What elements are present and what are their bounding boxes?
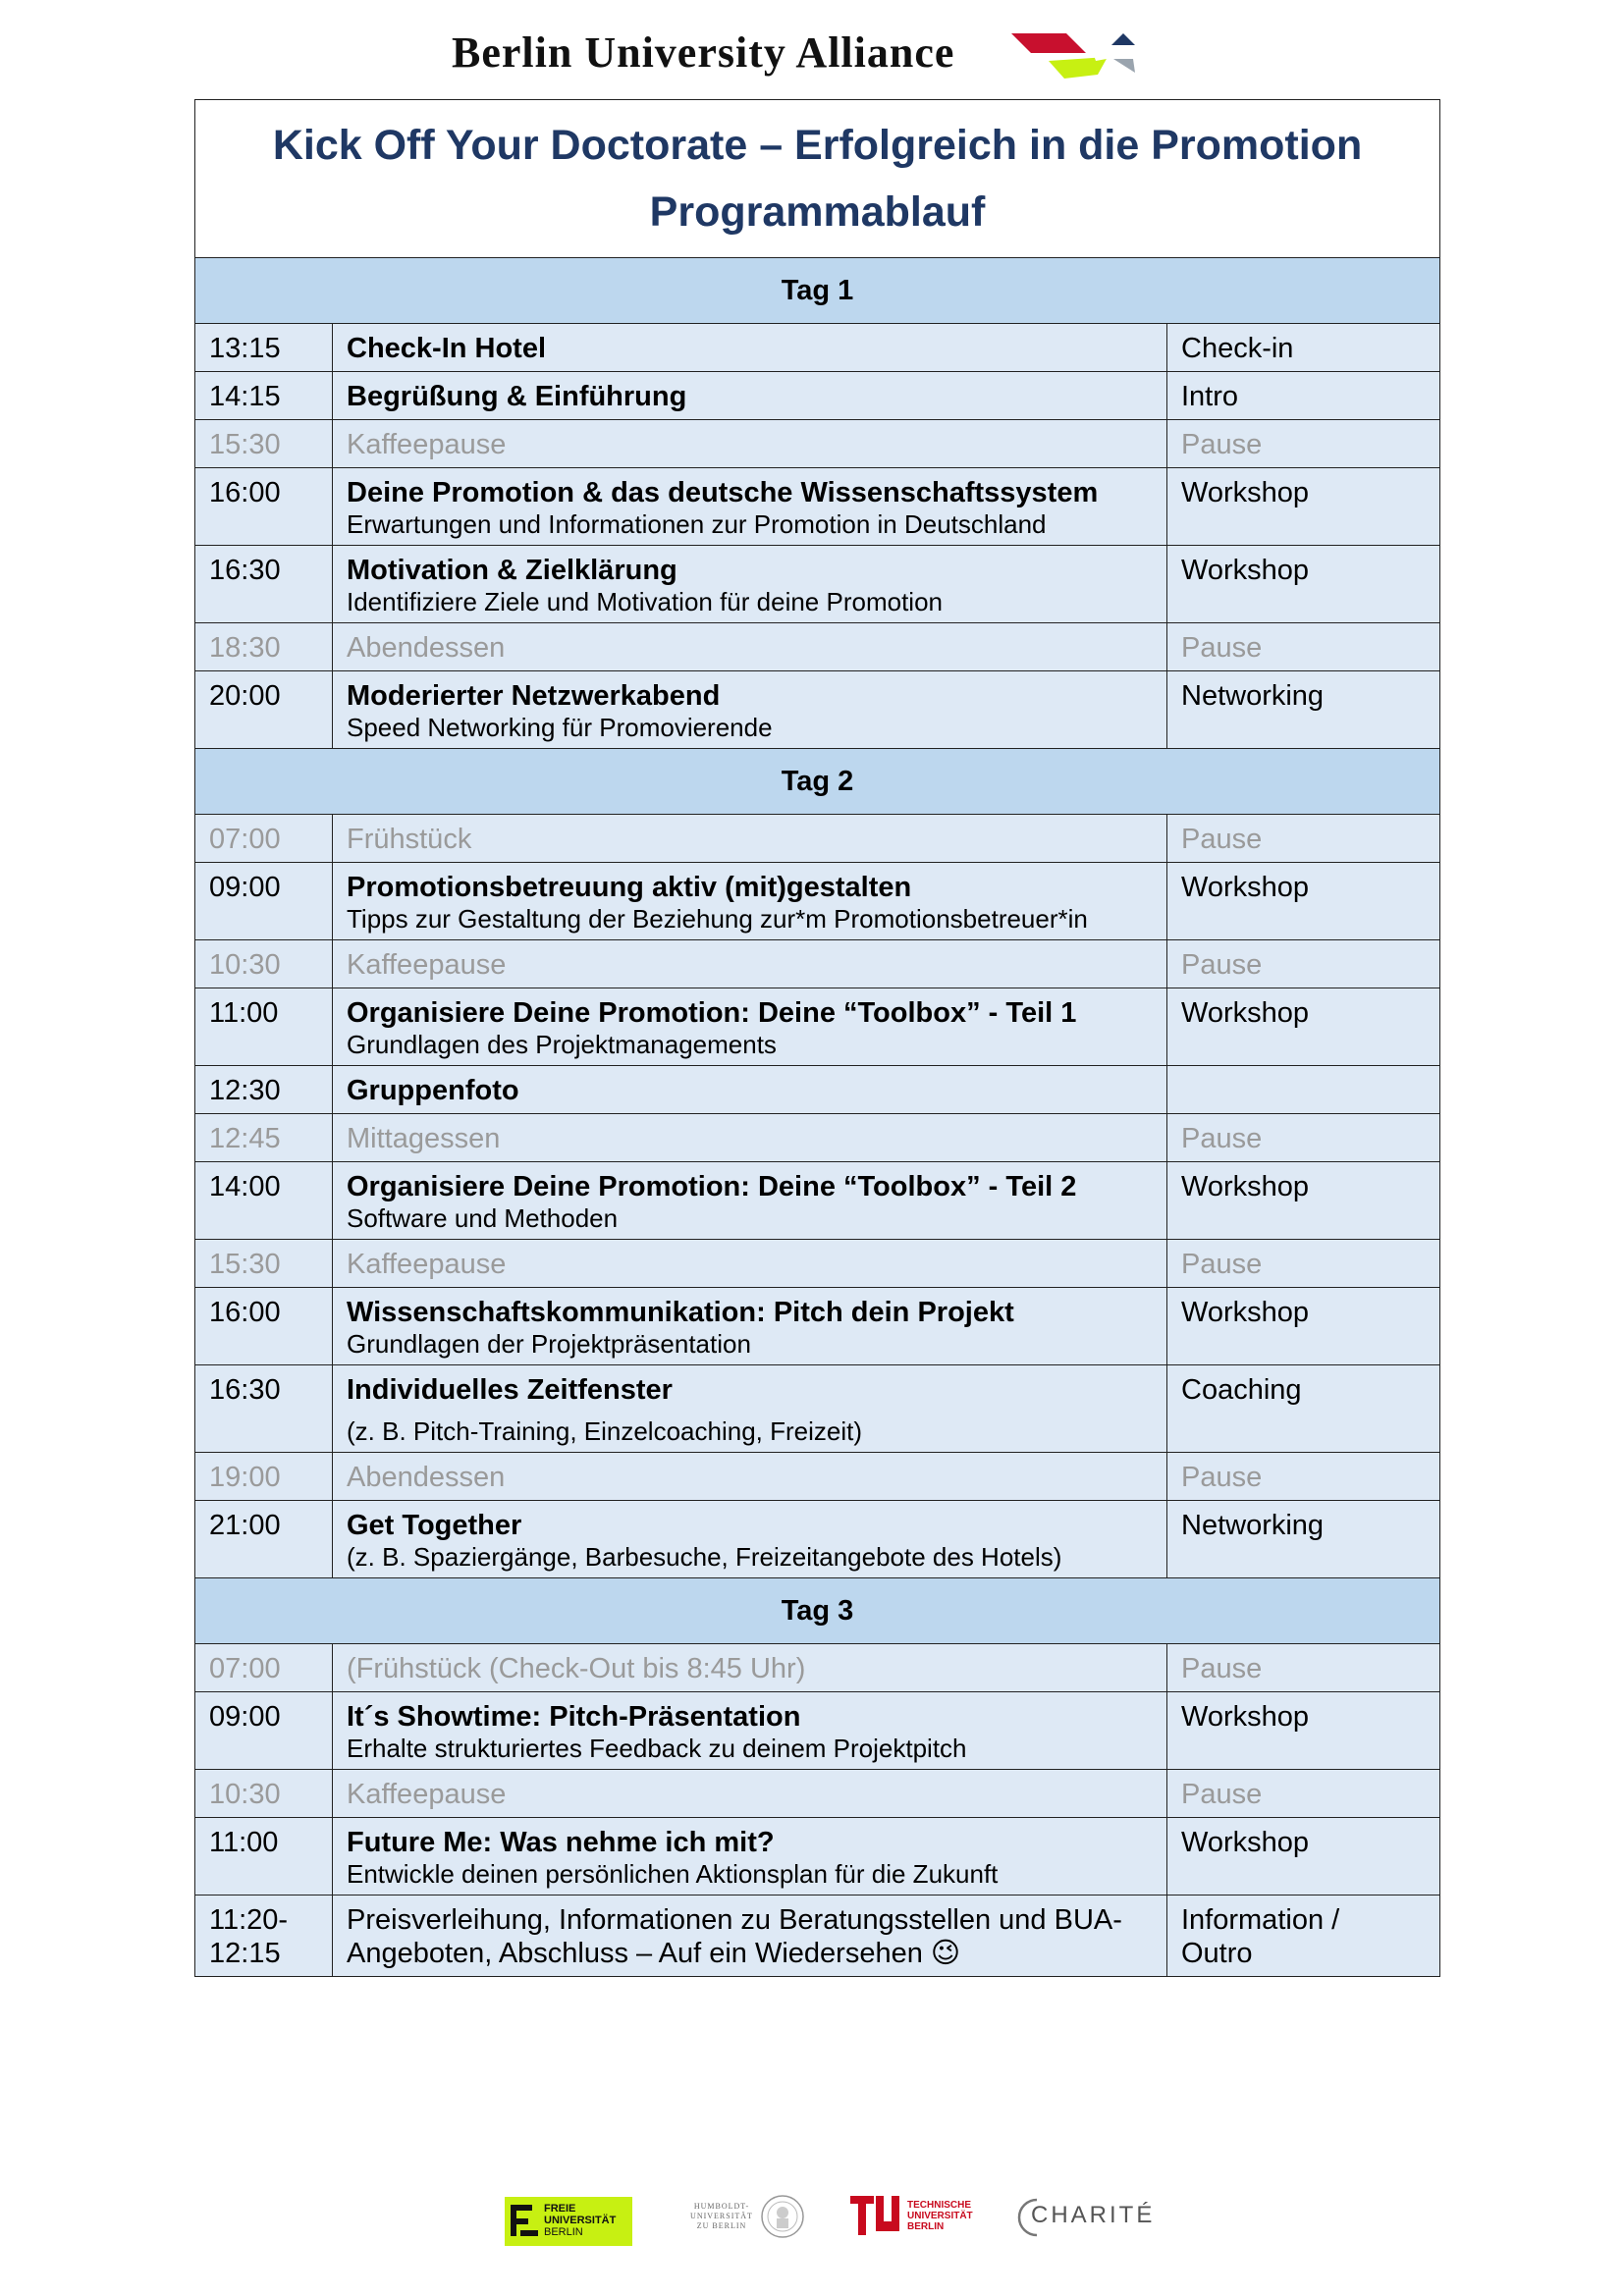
- session-type: Networking: [1167, 1501, 1440, 1578]
- session-type: Workshop: [1167, 1818, 1440, 1896]
- session-type: Check-in: [1167, 324, 1440, 372]
- session-time: 15:30: [195, 1240, 333, 1288]
- session-activity: [333, 420, 1167, 468]
- session-time: 14:00: [195, 1162, 333, 1240]
- session-activity: [333, 815, 1167, 863]
- schedule-row: [195, 1162, 1440, 1240]
- day-label: Tag 3: [195, 1578, 1440, 1644]
- hu-seal-icon: [760, 2194, 805, 2239]
- session-description: Speed Networking für Promovierende: [347, 713, 773, 742]
- session-time: 16:30: [195, 546, 333, 623]
- session-type: Workshop: [1167, 1288, 1440, 1365]
- session-title: Organisiere Deine Promotion: Deine “Toolbox” - Teil 2: [347, 1171, 1077, 1202]
- session-time: 15:30: [195, 420, 333, 468]
- schedule-row: [195, 372, 1440, 420]
- session-title: Abendessen: [347, 1462, 506, 1493]
- schedule-row: [195, 1644, 1440, 1692]
- session-title: Future Me: Was nehme ich mit?: [347, 1827, 775, 1858]
- session-title: Kaffeepause: [347, 1779, 507, 1810]
- session-description: Erwartungen und Informationen zur Promotion in Deutschland: [347, 509, 1047, 539]
- fu-line: FREIE: [544, 2203, 576, 2215]
- tu-logo-icon: [850, 2194, 905, 2239]
- program-table: [194, 99, 1440, 1977]
- hu-line: ZU BERLIN: [696, 2221, 747, 2230]
- schedule-row: [195, 623, 1440, 671]
- session-type: [1167, 1066, 1440, 1114]
- session-title: Kaffeepause: [347, 1249, 507, 1280]
- session-title: It´s Showtime: Pitch-Präsentation: [347, 1701, 801, 1733]
- hu-line: HUMBOLDT-: [693, 2202, 750, 2211]
- session-activity: [333, 1066, 1167, 1114]
- session-title: Motivation & Zielklärung: [347, 555, 677, 586]
- session-title: Preisverleihung, Informationen zu Beratungsstellen und BUA-Angeboten, Abschluss – Auf ein Wiedersehen 😉: [347, 1904, 1122, 1969]
- session-type: Workshop: [1167, 468, 1440, 546]
- day-header-row: [195, 258, 1440, 324]
- session-type: Pause: [1167, 940, 1440, 988]
- session-time: 12:45: [195, 1114, 333, 1162]
- session-time: 18:30: [195, 623, 333, 671]
- schedule-row: [195, 1365, 1440, 1453]
- session-description: Grundlagen des Projektmanagements: [347, 1030, 777, 1059]
- session-activity: [333, 940, 1167, 988]
- session-activity: [333, 1162, 1167, 1240]
- session-type: Information / Outro: [1167, 1896, 1440, 1977]
- session-time: 07:00: [195, 1644, 333, 1692]
- schedule-row: [195, 468, 1440, 546]
- schedule-row: [195, 1501, 1440, 1578]
- tu-line: UNIVERSITÄT: [907, 2211, 973, 2221]
- session-type: Workshop: [1167, 546, 1440, 623]
- session-type: Pause: [1167, 420, 1440, 468]
- session-title: Deine Promotion & das deutsche Wissenschaftssystem: [347, 477, 1099, 508]
- session-type: Workshop: [1167, 1692, 1440, 1770]
- session-title: Wissenschaftskommunikation: Pitch dein Projekt: [347, 1297, 1014, 1328]
- session-title: (Frühstück (Check-Out bis 8:45 Uhr): [347, 1653, 806, 1684]
- session-activity: [333, 1114, 1167, 1162]
- schedule-row: [195, 863, 1440, 940]
- fu-line: UNIVERSITÄT: [544, 2215, 617, 2226]
- session-title: Abendessen: [347, 632, 506, 664]
- schedule-row: [195, 671, 1440, 749]
- session-time: 10:30: [195, 1770, 333, 1818]
- session-title: Begrüßung & Einführung: [347, 381, 687, 412]
- session-time: 16:30: [195, 1365, 333, 1453]
- session-title: Moderierter Netzwerkabend: [347, 680, 721, 712]
- session-activity: [333, 988, 1167, 1066]
- session-type: Pause: [1167, 623, 1440, 671]
- session-type: Workshop: [1167, 863, 1440, 940]
- page-subtitle: Programmablauf: [649, 188, 986, 236]
- session-time: 09:00: [195, 1692, 333, 1770]
- fu-berlin-logo: [505, 2197, 632, 2251]
- schedule-row: [195, 988, 1440, 1066]
- session-time: 16:00: [195, 468, 333, 546]
- session-description: Tipps zur Gestaltung der Beziehung zur*m Promotionsbetreuer*in: [347, 904, 1088, 934]
- session-title: Promotionsbetreuung aktiv (mit)gestalten: [347, 872, 912, 903]
- session-type: Pause: [1167, 815, 1440, 863]
- session-time: 13:15: [195, 324, 333, 372]
- schedule-row: [195, 1896, 1440, 1977]
- schedule-row: [195, 1692, 1440, 1770]
- session-activity: [333, 671, 1167, 749]
- session-activity: [333, 1453, 1167, 1501]
- session-time: 07:00: [195, 815, 333, 863]
- session-activity: [333, 1501, 1167, 1578]
- session-title: Frühstück: [347, 824, 472, 855]
- schedule-row: [195, 815, 1440, 863]
- day-header-row: [195, 749, 1440, 815]
- bua-logo-icon: [1009, 31, 1186, 90]
- session-description: Entwickle deinen persönlichen Aktionsplan für die Zukunft: [347, 1859, 999, 1889]
- session-title: Check-In Hotel: [347, 333, 547, 364]
- session-title: Individuelles Zeitfenster: [347, 1374, 673, 1406]
- fu-line: BERLIN: [544, 2226, 583, 2238]
- tu-line: BERLIN: [907, 2221, 945, 2232]
- day-label: Tag 2: [195, 749, 1440, 815]
- schedule-row: [195, 1240, 1440, 1288]
- session-activity: [333, 372, 1167, 420]
- session-type: Pause: [1167, 1770, 1440, 1818]
- tu-berlin-logo: [850, 2194, 973, 2244]
- schedule-row: [195, 1453, 1440, 1501]
- session-time: 19:00: [195, 1453, 333, 1501]
- brand-header: [0, 22, 1624, 90]
- session-activity: [333, 324, 1167, 372]
- session-title: Kaffeepause: [347, 949, 507, 981]
- page-title: Kick Off Your Doctorate – Erfolgreich in die Promotion: [272, 122, 1363, 169]
- brand-name: Berlin University Alliance: [452, 28, 955, 77]
- session-description: Identifiziere Ziele und Motivation für deine Promotion: [347, 587, 943, 616]
- session-time: 10:30: [195, 940, 333, 988]
- session-activity: [333, 546, 1167, 623]
- schedule-row: [195, 940, 1440, 988]
- schedule-row: [195, 1818, 1440, 1896]
- session-type: Pause: [1167, 1453, 1440, 1501]
- tu-line: TECHNISCHE: [907, 2200, 972, 2211]
- session-type: Pause: [1167, 1644, 1440, 1692]
- session-activity: [333, 1692, 1167, 1770]
- session-type: Workshop: [1167, 988, 1440, 1066]
- schedule-row: [195, 1770, 1440, 1818]
- session-time: 16:00: [195, 1288, 333, 1365]
- session-title: Organisiere Deine Promotion: Deine “Toolbox” - Teil 1: [347, 997, 1077, 1029]
- session-description: Erhalte strukturiertes Feedback zu deinem Projektpitch: [347, 1734, 967, 1763]
- schedule-row: [195, 1114, 1440, 1162]
- session-type: Intro: [1167, 372, 1440, 420]
- schedule-row: [195, 1288, 1440, 1365]
- session-title: Mittagessen: [347, 1123, 501, 1154]
- session-activity: [333, 1896, 1167, 1977]
- charite-name: CHARITÉ: [1031, 2202, 1156, 2228]
- schedule-row: [195, 420, 1440, 468]
- session-time: 21:00: [195, 1501, 333, 1578]
- session-time: 12:30: [195, 1066, 333, 1114]
- hu-berlin-logo: [687, 2202, 756, 2231]
- session-activity: [333, 1240, 1167, 1288]
- schedule-row: [195, 546, 1440, 623]
- session-activity: [333, 1644, 1167, 1692]
- session-type: Pause: [1167, 1240, 1440, 1288]
- session-time: 09:00: [195, 863, 333, 940]
- session-type: Coaching: [1167, 1365, 1440, 1453]
- session-time: 14:15: [195, 372, 333, 420]
- session-type: Networking: [1167, 671, 1440, 749]
- session-type: Pause: [1167, 1114, 1440, 1162]
- session-activity: [333, 1770, 1167, 1818]
- title-row: [195, 100, 1440, 258]
- session-title: Kaffeepause: [347, 429, 507, 460]
- session-time: 11:00: [195, 988, 333, 1066]
- session-time: 20:00: [195, 671, 333, 749]
- schedule-row: [195, 324, 1440, 372]
- session-description: (z. B. Spaziergänge, Barbesuche, Freizeitangebote des Hotels): [347, 1542, 1062, 1572]
- session-description: (z. B. Pitch-Training, Einzelcoaching, Freizeit): [347, 1416, 863, 1446]
- session-title: Get Together: [347, 1510, 522, 1541]
- session-title: Gruppenfoto: [347, 1075, 519, 1106]
- session-activity: [333, 623, 1167, 671]
- day-header-row: [195, 1578, 1440, 1644]
- session-description: Software und Methoden: [347, 1203, 619, 1233]
- hu-line: UNIVERSITÄT: [690, 2212, 753, 2220]
- session-activity: [333, 1365, 1167, 1453]
- session-type: Workshop: [1167, 1162, 1440, 1240]
- session-activity: [333, 1288, 1167, 1365]
- schedule-row: [195, 1066, 1440, 1114]
- session-time: 11:20- 12:15: [195, 1896, 333, 1977]
- session-activity: [333, 863, 1167, 940]
- partner-logos: [0, 2194, 1624, 2253]
- session-time: 11:00: [195, 1818, 333, 1896]
- session-description: Grundlagen der Projektpräsentation: [347, 1329, 751, 1359]
- session-activity: [333, 468, 1167, 546]
- session-activity: [333, 1818, 1167, 1896]
- day-label: Tag 1: [195, 258, 1440, 324]
